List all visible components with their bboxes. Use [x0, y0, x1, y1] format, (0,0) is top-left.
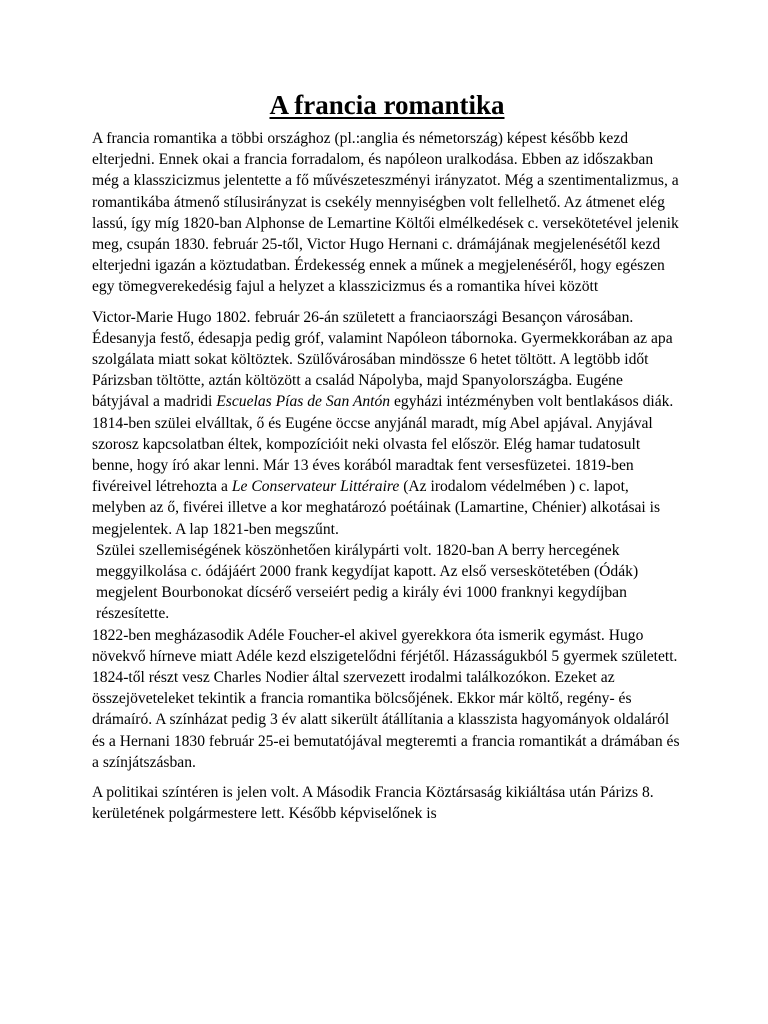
paragraph-birth: [92, 307, 682, 413]
document-page: [92, 88, 682, 825]
paragraph-youth-text-a: 1814-ben szülei elválltak, ő és Eugéne öccse anyjánál maradt, míg Abel apjával. Anyjával szorosz kapcsolatban éltek, kompozícióit neki olvasta fel először. Elég hamar tudatosult benne, hogy író akar lenni. Már 13 éves korából maradtak fent versesfüzetei. 1819-ben fivéreivel létrehozta a: [92, 414, 653, 496]
paragraph-marriage: 1822-ben megházasodik Adéle Foucher-el akivel gyerekkora óta ismerik egymást. Hugo növekvő hírneve miatt Adéle kezd elszigetelődni férjétől. Házasságukból 5 gyermek született.: [92, 626, 678, 665]
paragraph-nodier: 1824-től részt vesz Charles Nodier által szervezett irodalmi találkozókon. Ezeket az összejöveteleket tekintik a francia romantika bölcsőjének. Ekkor már költő, regény- és drámaíró. A színházat pedig 3 év alatt sikerült átállítania a klasszista hagyományok oldaláról és a Hernani 1830 február 25-ei bemutatójával megteremti a francia romantikát a drámában és a színjátszásban.: [92, 669, 680, 771]
paragraph-birth-text-b: egyházi intézményben volt bentlakásos diák.: [390, 393, 674, 411]
paragraph-birth-text-a: Victor-Marie Hugo 1802. február 26-án született a franciaországi Besançon városában. Édesanyja festő, édesapja pedig gróf, valamint Napóleon tábornoka. Gyermekkorában az apa szolgálata miatt sokat költöztek. Szülővárosában mindössze 6 hetet töltött. A legtöbb időt Párizsban töltötte, aztán költözött a család Nápolyba, majd Spanyolországba. Eugéne bátyjával a madridi: [92, 308, 673, 411]
document-title: A francia romantika: [269, 90, 505, 120]
paragraph-intro: A francia romantika a többi országhoz (pl.:anglia és németország) képest később kezd elterjedni. Ennek okai a francia forradalom, és napóleon uralkodása. Ebben az időszakban még a klasszicizmus jelentette a fő művészeteszményi irányzatot. Még a szentimentalizmus, a romantikába átmenő stílusirányzat is csekély mennyiségben volt fellelhető. Az átmenet elég lassú, így míg 1820-ban Alphonse de Lemartine Költői elmélkedések c. versekötetével jelenik meg, csupán 1830. február 25-től, Victor Hugo Hernani c. drámájának megjelenésétől kezd elterjedni igazán a köztudatban. Érdekesség ennek a műnek a megjelenéséről, hogy egészen egy tömegverekedésig fajul a helyzet a klasszicizmus és a romantika hívei között: [92, 130, 679, 296]
paragraph-royalist: Szülei szellemiségének köszönhetően királypárti volt. 1820-ban A berry hercegének meggyilkolása c. ódájáért 2000 frank kegydíjat kapott. Az első verseskötetében (Ódák) megjelent Bourbonokat dícsérő verseiért pedig a király évi 1000 franknyi kegydíjban részesítette.: [96, 541, 639, 623]
paragraph-youth-text-b: (Az irodalom védelmében ) c. lapot, melyben az ő, fivérei illetve a kor meghatározó poétáinak (Lamartine, Chénier) alkotásai is megjelentek. A lap 1821-ben megszűnt.: [92, 478, 661, 538]
paragraph-politics: A politikai színtéren is jelen volt. A Második Francia Köztársaság kikiáltása után Párizs 8. kerületének polgármestere lett. Később képviselőnek is: [92, 784, 654, 823]
paragraph-birth-italic: Escuelas Pías de San Antón: [216, 393, 391, 411]
paragraph-youth: [92, 413, 682, 540]
paragraph-youth-italic: Le Conservateur Littéraire: [231, 478, 400, 496]
